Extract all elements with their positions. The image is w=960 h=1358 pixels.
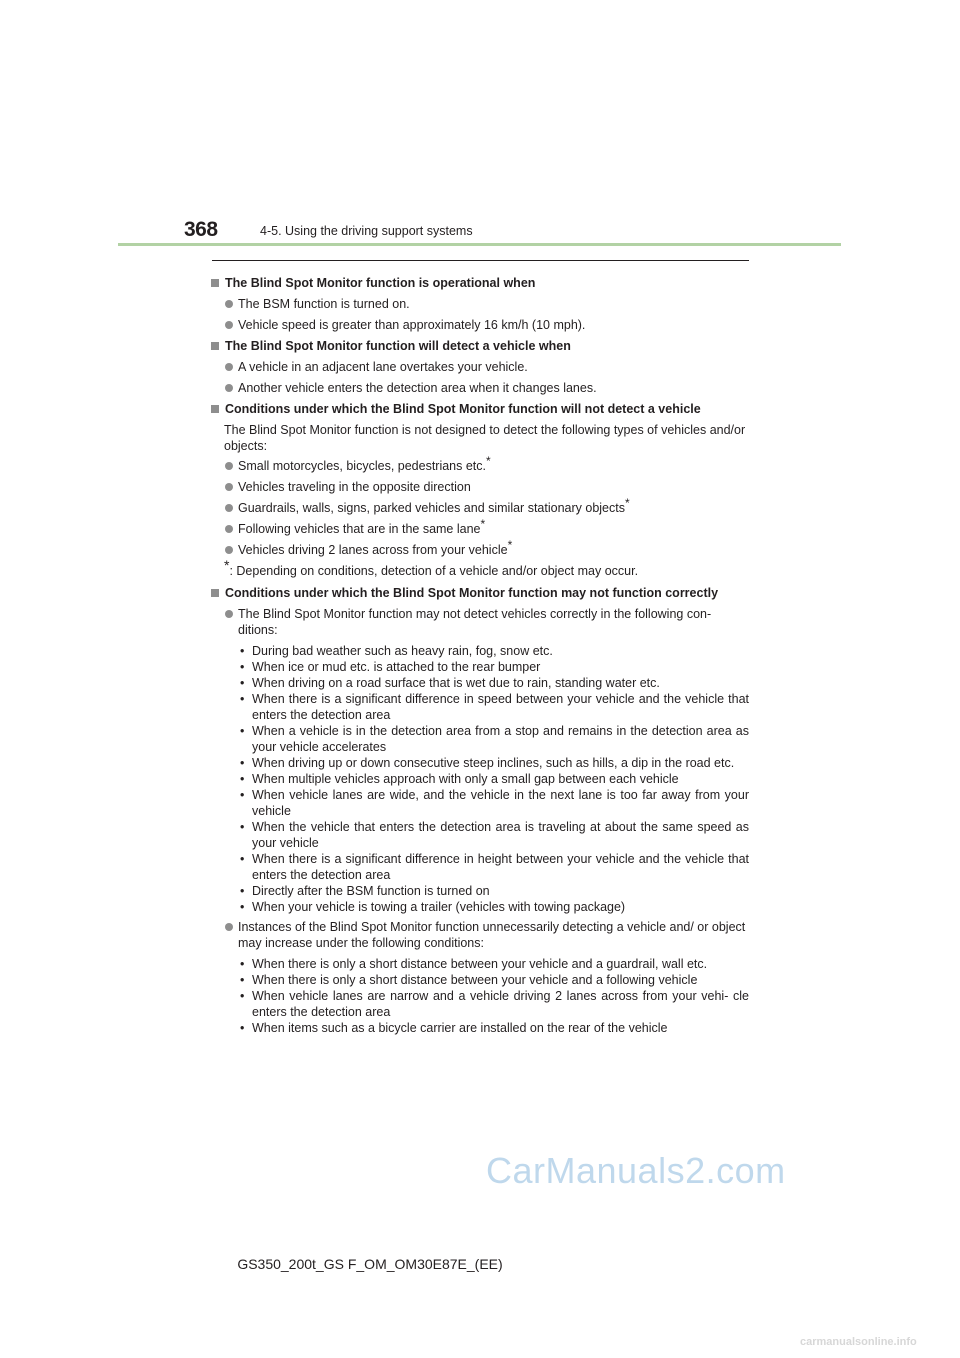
section-heading	[211, 275, 749, 291]
sub-list-item	[238, 883, 749, 899]
sub-item-text: During bad weather such as heavy rain, fog, snow etc.	[252, 644, 553, 658]
sub-list-item	[238, 1020, 749, 1036]
asterisk-mark: *	[480, 517, 486, 531]
sub-list-item	[238, 972, 749, 988]
footnote-mark: *	[224, 557, 230, 573]
circle-bullet-icon	[225, 504, 233, 512]
circle-bullet-icon	[225, 525, 233, 533]
header-rule	[118, 243, 841, 246]
sub-item-text: When there is only a short distance between your vehicle and a following vehicle	[252, 973, 698, 987]
circle-bullet-icon	[225, 462, 233, 470]
sub-item-text: When the vehicle that enters the detection area is traveling at about the same speed as your vehicle	[252, 820, 749, 850]
sub-list-item	[238, 771, 749, 787]
section-heading	[211, 401, 749, 417]
paragraph: The Blind Spot Monitor function is not designed to detect the following types of vehicles and/or objects:	[224, 423, 746, 453]
circle-bullet-icon	[225, 923, 233, 931]
asterisk-mark: *	[486, 454, 491, 468]
sub-list-item	[238, 787, 749, 819]
bullet-item	[211, 919, 749, 951]
bullet-item	[211, 359, 749, 375]
sub-bullet-mark: •	[240, 756, 245, 770]
bullet-item	[211, 454, 749, 474]
sub-list	[211, 643, 749, 915]
sub-list-item	[238, 691, 749, 723]
sub-bullet-mark: •	[240, 852, 245, 866]
page-number: 368	[184, 218, 218, 241]
sub-list-item	[238, 643, 749, 659]
sub-item-text: When there is a significant difference in speed between your vehicle and the vehicle that enters the detection area	[252, 692, 749, 722]
sub-list-item	[238, 723, 749, 755]
sub-list-item	[238, 956, 749, 972]
sub-list-item	[238, 899, 749, 915]
sub-bullet-mark: •	[240, 724, 245, 738]
sub-item-text: When driving on a road surface that is wet due to rain, standing water etc.	[252, 676, 660, 690]
circle-bullet-icon	[225, 483, 233, 491]
bullet-item	[211, 296, 749, 312]
bullet-item	[211, 479, 749, 495]
bullet-text: The Blind Spot Monitor function may not detect vehicles correctly in the following con- ditions:	[238, 607, 712, 637]
section-title: 4-5. Using the driving support systems	[260, 224, 473, 238]
circle-bullet-icon	[225, 363, 233, 371]
sub-bullet-mark: •	[240, 884, 245, 898]
bullet-text: Vehicles driving 2 lanes across from your vehicle	[238, 543, 508, 557]
section-heading	[211, 338, 749, 354]
sub-bullet-mark: •	[240, 676, 245, 690]
circle-bullet-icon	[225, 384, 233, 392]
sub-bullet-mark: •	[240, 957, 245, 971]
circle-bullet-icon	[225, 321, 233, 329]
square-bullet-icon	[211, 589, 219, 597]
bullet-item	[211, 538, 749, 558]
square-bullet-icon	[211, 342, 219, 350]
footnote	[211, 557, 749, 579]
sub-list-item	[238, 755, 749, 771]
bullet-text: Following vehicles that are in the same lane	[238, 522, 481, 536]
circle-bullet-icon	[225, 546, 233, 554]
square-bullet-icon	[211, 279, 219, 287]
sub-bullet-mark: •	[240, 772, 245, 786]
heading-text: The Blind Spot Monitor function is operational when	[225, 276, 536, 290]
sub-item-text: When your vehicle is towing a trailer (vehicles with towing package)	[252, 900, 626, 914]
sub-bullet-mark: •	[240, 660, 245, 674]
sub-bullet-mark: •	[240, 644, 245, 658]
sub-item-text: When items such as a bicycle carrier are installed on the rear of the vehicle	[252, 1021, 668, 1035]
doc-code: GS350_200t_GS F_OM_OM30E87E_(EE)	[237, 1256, 503, 1272]
bullet-text: A vehicle in an adjacent lane overtakes your vehicle.	[238, 360, 528, 374]
section-heading	[211, 585, 749, 601]
sub-item-text: When driving up or down consecutive steep inclines, such as hills, a dip in the road etc.	[252, 756, 735, 770]
circle-bullet-icon	[225, 300, 233, 308]
heading-text: Conditions under which the Blind Spot Monitor function may not function correctly	[225, 586, 719, 600]
sub-bullet-mark: •	[240, 989, 245, 1003]
sub-list-item	[238, 675, 749, 691]
sub-item-text: When a vehicle is in the detection area from a stop and remains in the detection area as your vehicle accelerates	[252, 724, 749, 754]
bullet-item	[211, 317, 749, 333]
asterisk-mark: *	[507, 538, 513, 552]
bullet-text: Vehicles traveling in the opposite direction	[238, 480, 471, 494]
sub-bullet-mark: •	[240, 1021, 245, 1035]
bullet-text: Guardrails, walls, signs, parked vehicles and similar stationary objects	[238, 501, 625, 515]
watermark-logo: CarManuals2.com	[486, 1150, 786, 1191]
heading-text: The Blind Spot Monitor function will detect a vehicle when	[225, 339, 571, 353]
bullet-text: The BSM function is turned on.	[238, 297, 410, 311]
sub-bullet-mark: •	[240, 973, 245, 987]
sub-item-text: When there is only a short distance between your vehicle and a guardrail, wall etc.	[252, 957, 708, 971]
bullet-text: Another vehicle enters the detection area when it changes lanes.	[238, 381, 597, 395]
site-logo[interactable]: carmanualsonline.info	[800, 1336, 917, 1348]
bullet-item	[211, 496, 749, 516]
sub-item-text: When multiple vehicles approach with only a small gap between each vehicle	[252, 772, 679, 786]
footnote-text: : Depending on conditions, detection of a vehicle and/or object may occur.	[229, 564, 639, 578]
sub-item-text: When vehicle lanes are narrow and a vehicle driving 2 lanes across from your vehi- cle enters the detection area	[252, 989, 749, 1019]
sub-list-item	[238, 819, 749, 851]
sub-item-text: When vehicle lanes are wide, and the vehicle in the next lane is too far away from your vehicle	[252, 788, 749, 818]
sub-bullet-mark: •	[240, 820, 245, 834]
square-bullet-icon	[211, 405, 219, 413]
sub-list-item	[238, 988, 749, 1020]
sub-bullet-mark: •	[240, 692, 245, 706]
bullet-item	[211, 380, 749, 396]
sub-list-item	[238, 851, 749, 883]
bullet-text: Vehicle speed is greater than approximately 16 km/h (10 mph).	[238, 318, 586, 332]
bullet-item	[211, 606, 749, 638]
asterisk-mark: *	[624, 496, 630, 510]
sub-bullet-mark: •	[240, 788, 245, 802]
sub-list-item	[238, 659, 749, 675]
bullet-text: Instances of the Blind Spot Monitor function unnecessarily detecting a vehicle and/ or object may increase under the following conditions:	[238, 920, 746, 950]
bullet-item	[211, 517, 749, 537]
sub-bullet-mark: •	[240, 900, 245, 914]
bullet-text: Small motorcycles, bicycles, pedestrians etc.	[238, 459, 487, 473]
content-rule	[212, 260, 749, 261]
sub-item-text: When there is a significant difference in height between your vehicle and the vehicle that enters the detection area	[252, 852, 749, 882]
sub-item-text: Directly after the BSM function is turned on	[252, 884, 490, 898]
circle-bullet-icon	[225, 610, 233, 618]
sub-list	[211, 956, 749, 1036]
page-content	[211, 270, 749, 1040]
heading-text: Conditions under which the Blind Spot Monitor function will not detect a vehicle	[225, 402, 701, 416]
sub-item-text: When ice or mud etc. is attached to the rear bumper	[252, 660, 541, 674]
